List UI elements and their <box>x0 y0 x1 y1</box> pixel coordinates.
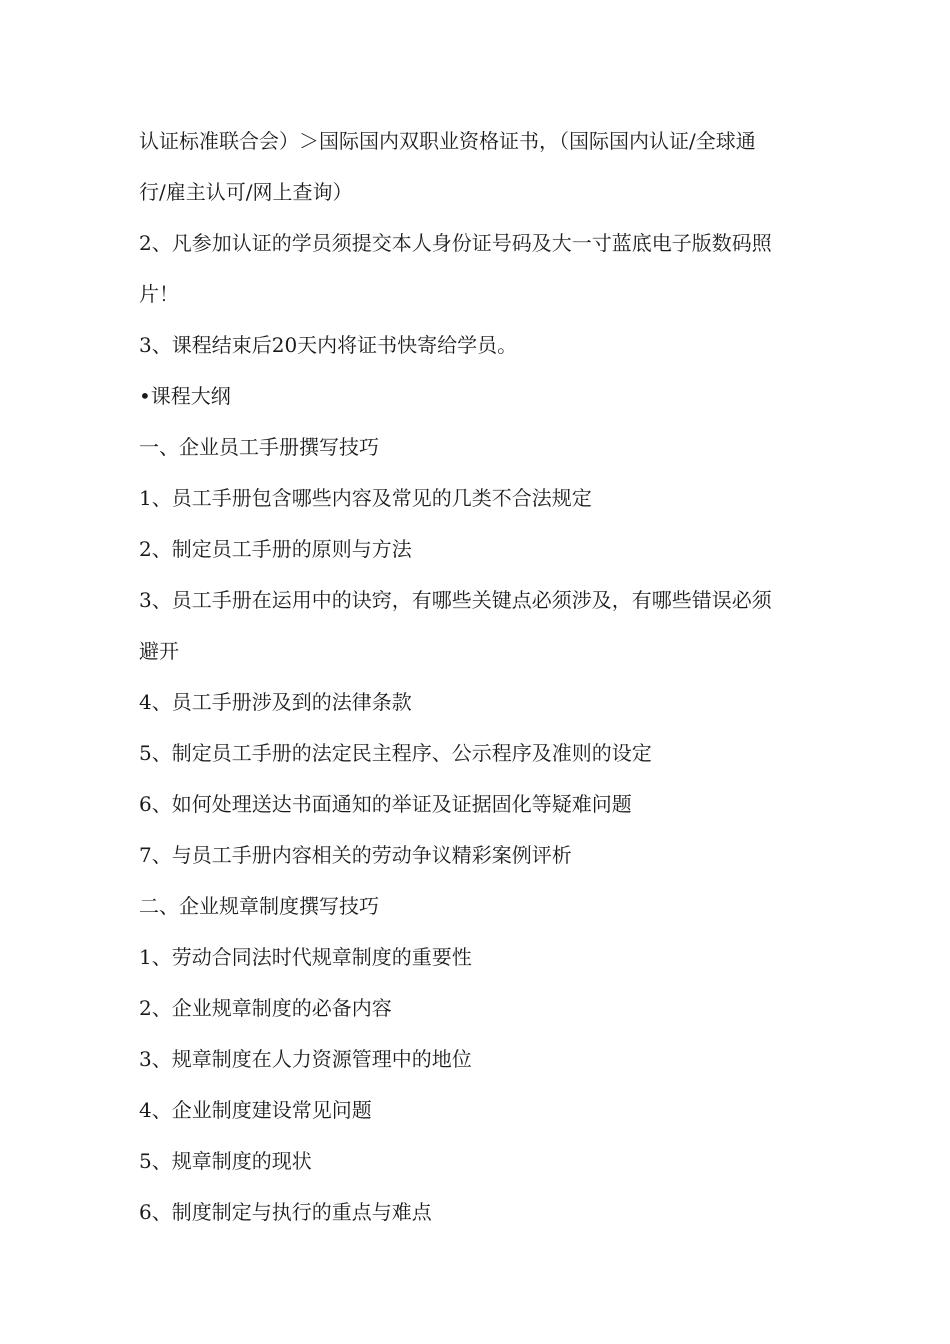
list-item: 1、员工手册包含哪些内容及常见的几类不合法规定 <box>139 486 592 510</box>
list-item: 2、制定员工手册的原则与方法 <box>139 537 412 561</box>
document-body <box>139 116 829 1238</box>
list-item: 2、企业规章制度的必备内容 <box>139 996 392 1020</box>
list-item: 6、如何处理送达书面通知的举证及证据固化等疑难问题 <box>139 792 632 816</box>
text-line: 片！ <box>139 282 179 306</box>
text-line: 3、课程结束后20天内将证书快寄给学员。 <box>139 333 518 357</box>
section-heading: 一、企业员工手册撰写技巧 <box>139 435 379 459</box>
text-line: 行/雇主认可/网上查询） <box>139 180 353 204</box>
list-item: 5、规章制度的现状 <box>139 1149 312 1173</box>
list-item: 3、员工手册在运用中的诀窍，有哪些关键点必须涉及，有哪些错误必须 <box>139 588 772 612</box>
list-item: 7、与员工手册内容相关的劳动争议精彩案例评析 <box>139 843 572 867</box>
list-item: 6、制度制定与执行的重点与难点 <box>139 1200 432 1224</box>
list-item-continuation: 避开 <box>139 639 179 663</box>
text-line: 认证标准联合会）＞国际国内双职业资格证书，（国际国内认证/全球通 <box>139 129 756 153</box>
section-heading: •课程大纲 <box>139 384 231 408</box>
list-item: 4、企业制度建设常见问题 <box>139 1098 372 1122</box>
list-item: 4、员工手册涉及到的法律条款 <box>139 690 412 714</box>
list-item: 3、规章制度在人力资源管理中的地位 <box>139 1047 472 1071</box>
list-item: 1、劳动合同法时代规章制度的重要性 <box>139 945 472 969</box>
text-line: 2、凡参加认证的学员须提交本人身份证号码及大一寸蓝底电子版数码照 <box>139 231 772 255</box>
list-item: 5、制定员工手册的法定民主程序、公示程序及准则的设定 <box>139 741 652 765</box>
section-heading: 二、企业规章制度撰写技巧 <box>139 894 379 918</box>
